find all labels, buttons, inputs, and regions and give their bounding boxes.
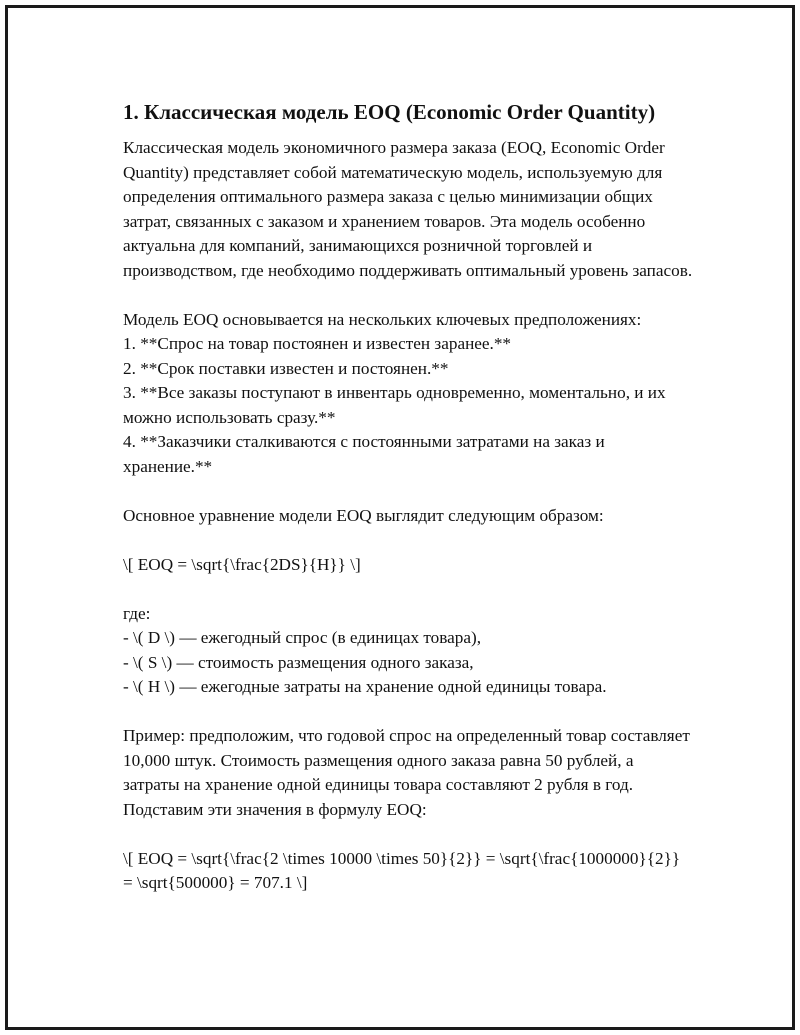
where-block bbox=[123, 602, 693, 700]
variable-definition: - \( D \) — ежегодный спрос (в единицах товара), bbox=[123, 628, 482, 647]
document-body bbox=[123, 98, 693, 920]
page-frame bbox=[5, 5, 795, 1030]
intro-paragraph: Классическая модель экономичного размера заказа (EOQ, Economic Order Quantity) представляет собой математическую модель, используемую для определения оптимального размера заказа с целью минимизации общих затрат, связанных с заказом и хранением товаров. Эта модель особенно актуальна для компаний, занимающихся розничной торговлей и производством, где необходимо поддерживать оптимальный уровень запасов. bbox=[123, 138, 693, 280]
assumption-item: 1. **Спрос на товар постоянен и известен заранее.** bbox=[123, 334, 512, 353]
assumption-item: 3. **Все заказы поступают в инвентарь одновременно, моментально, и их можно использовать сразу.** bbox=[123, 383, 666, 427]
eoq-equation: \[ EOQ = \sqrt{\frac{2DS}{H}} \] bbox=[123, 554, 361, 574]
example-equation: \[ EOQ = \sqrt{\frac{2 \times 10000 \times 50}{2}} = \sqrt{\frac{1000000}{2}} = \sqrt{500000} = 707.1 \] bbox=[123, 848, 681, 892]
assumptions-block bbox=[123, 308, 693, 480]
example-paragraph: Пример: предположим, что годовой спрос на определенный товар составляет 10,000 штук. Стоимость размещения одного заказа равна 50 рублей, а затраты на хранение одной единицы товара составляют 2 рубля в год. Подставим эти значения в формулу EOQ: bbox=[123, 726, 690, 819]
equation-intro: Основное уравнение модели EOQ выглядит следующим образом: bbox=[123, 505, 604, 525]
variable-definition: - \( H \) — ежегодные затраты на хранение одной единицы товара. bbox=[123, 677, 607, 696]
section-heading: 1. Классическая модель EOQ (Economic Order Quantity) bbox=[123, 100, 656, 124]
assumptions-lead: Модель EOQ основывается на нескольких ключевых предположениях: bbox=[123, 309, 642, 329]
where-lead: где: bbox=[123, 603, 151, 623]
variable-definition: - \( S \) — стоимость размещения одного заказа, bbox=[123, 652, 474, 672]
assumption-item: 4. **Заказчики сталкиваются с постоянными затратами на заказ и хранение.** bbox=[123, 432, 605, 476]
assumption-item: 2. **Срок поставки известен и постоянен.** bbox=[123, 358, 449, 378]
